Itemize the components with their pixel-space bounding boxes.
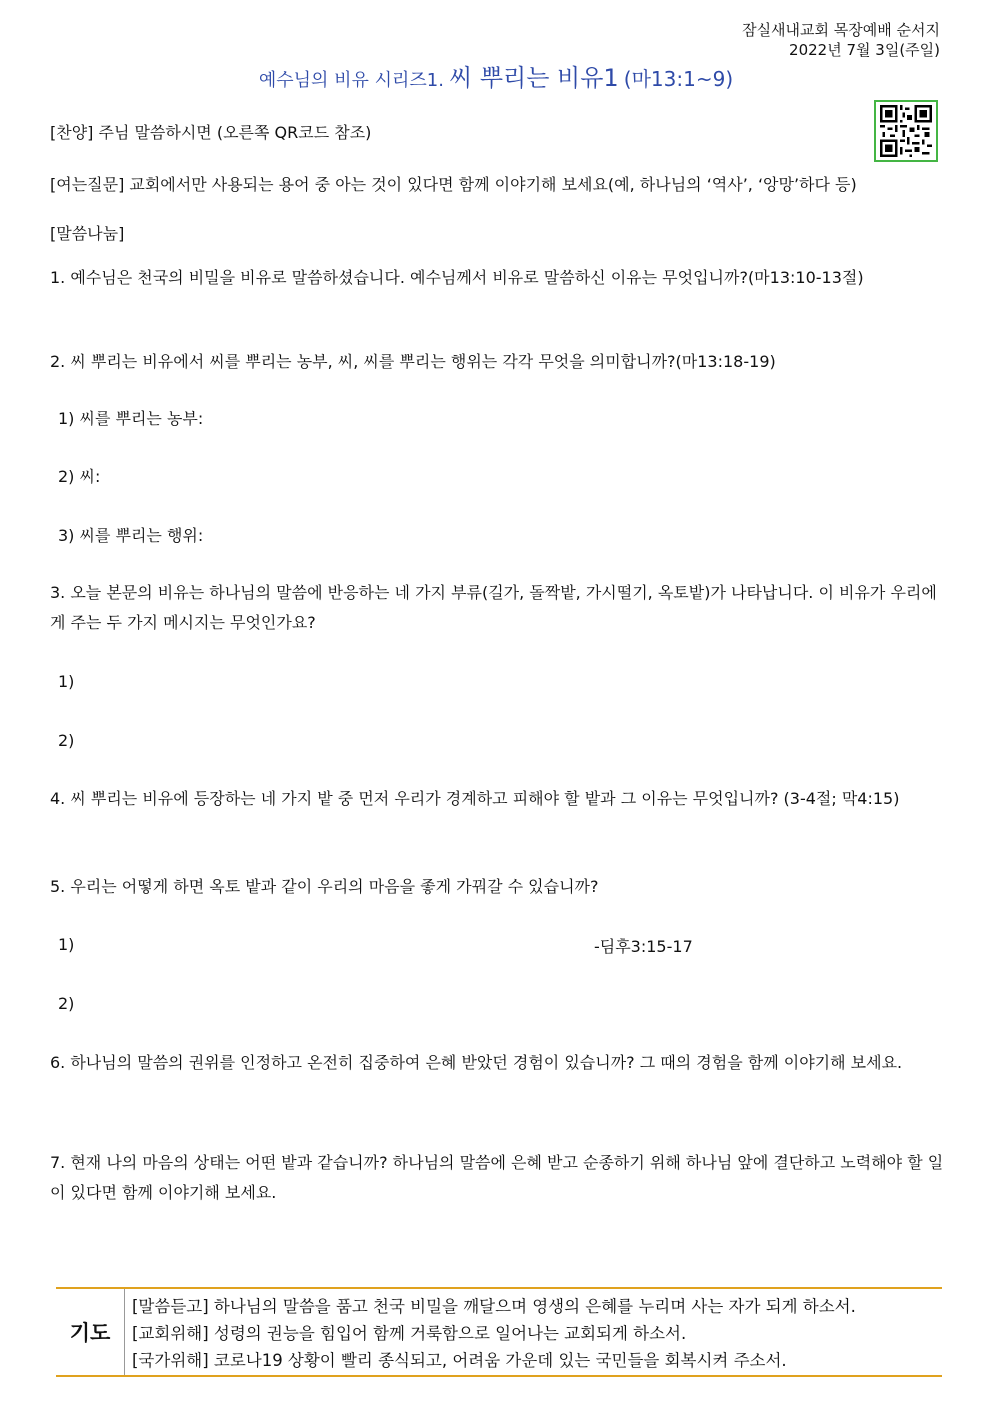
prayer-label: 기도: [56, 1289, 125, 1375]
sermon-title: 씨 뿌리는 비유1: [449, 64, 619, 92]
question-5: 5. 우리는 어떻게 하면 옥토 밭과 같이 우리의 마음을 좋게 가꿔갈 수 있습니까?: [50, 877, 599, 896]
question-6: 6. 하나님의 말씀의 권위를 인정하고 온전히 집중하여 은혜 받았던 경험이 있습니까? 그 때의 경험을 함께 이야기해 보세요.: [50, 1053, 903, 1072]
question-2-answer-3: 3) 씨를 뿌리는 행위:: [58, 526, 204, 545]
question-2-answer-2: 2) 씨:: [58, 467, 101, 486]
question-1: 1. 예수님은 천국의 비밀을 비유로 말씀하셨습니다. 예수님께서 비유로 말씀하신 이유는 무엇입니까?(마13:10-13절): [50, 268, 864, 287]
question-7: 7. 현재 나의 마음의 상태는 어떤 밭과 같습니까? 하나님의 말씀에 은혜 받고 순종하기 위해 하나님 앞에 결단하고 노력해야 할 일이 있다면 함께 이야기해 보세요.: [50, 1153, 944, 1202]
page-title: [0, 58, 992, 93]
question-2-answer-1: 1) 씨를 뿌리는 농부:: [58, 409, 204, 428]
prayer-box: [56, 1287, 942, 1377]
prayer-items: [132, 1293, 856, 1374]
series-title: 예수님의 비유 시리즈1.: [258, 70, 444, 91]
sharing-label: [말씀나눔]: [50, 224, 125, 243]
hymn-line: [찬양] 주님 말씀하시면 (오른쪽 QR코드 참조): [50, 123, 372, 142]
question-3-answer-1: 1): [58, 672, 75, 691]
prayer-item: [국가위해] 코로나19 상황이 빨리 종식되고, 어려움 가운데 있는 국민들을 회복시켜 주소서.: [132, 1351, 787, 1370]
question-4: 4. 씨 뿌리는 비유에 등장하는 네 가지 밭 중 먼저 우리가 경계하고 피해야 할 밭과 그 이유는 무엇입니까? (3-4절; 막4:15): [50, 789, 900, 808]
prayer-item: [교회위해] 성령의 권능을 힘입어 함께 거룩함으로 일어나는 교회되게 하소서.: [132, 1324, 687, 1343]
scripture-reference: (마13:1~9): [623, 67, 734, 91]
verse-reference: -딤후3:15-17: [594, 937, 693, 956]
church-name: 잠실새내교회 목장예배 순서지: [742, 21, 940, 39]
prayer-item: [말씀듣고] 하나님의 말씀을 품고 천국 비밀을 깨달으며 영생의 은혜를 누리며 사는 자가 되게 하소서.: [132, 1297, 856, 1316]
worship-date: 2022년 7월 3일(주일): [789, 41, 940, 59]
question-5-answer-2: 2): [58, 994, 75, 1013]
question-2: 2. 씨 뿌리는 비유에서 씨를 뿌리는 농부, 씨, 씨를 뿌리는 행위는 각각 무엇을 의미합니까?(마13:18-19): [50, 352, 776, 371]
opening-question: [여는질문] 교회에서만 사용되는 용어 중 아는 것이 있다면 함께 이야기해 보세요(예, 하나님의 ‘역사’, ‘앙망’하다 등): [50, 175, 857, 194]
question-3-answer-2: 2): [58, 731, 75, 750]
question-3: 3. 오늘 본문의 비유는 하나님의 말씀에 반응하는 네 가지 부류(길가, 돌짝밭, 가시떨기, 옥토밭)가 나타납니다. 이 비유가 우리에게 주는 두 가지 메시지는 무엇인가요?: [50, 583, 937, 632]
question-5-answer-1: 1): [58, 935, 75, 954]
